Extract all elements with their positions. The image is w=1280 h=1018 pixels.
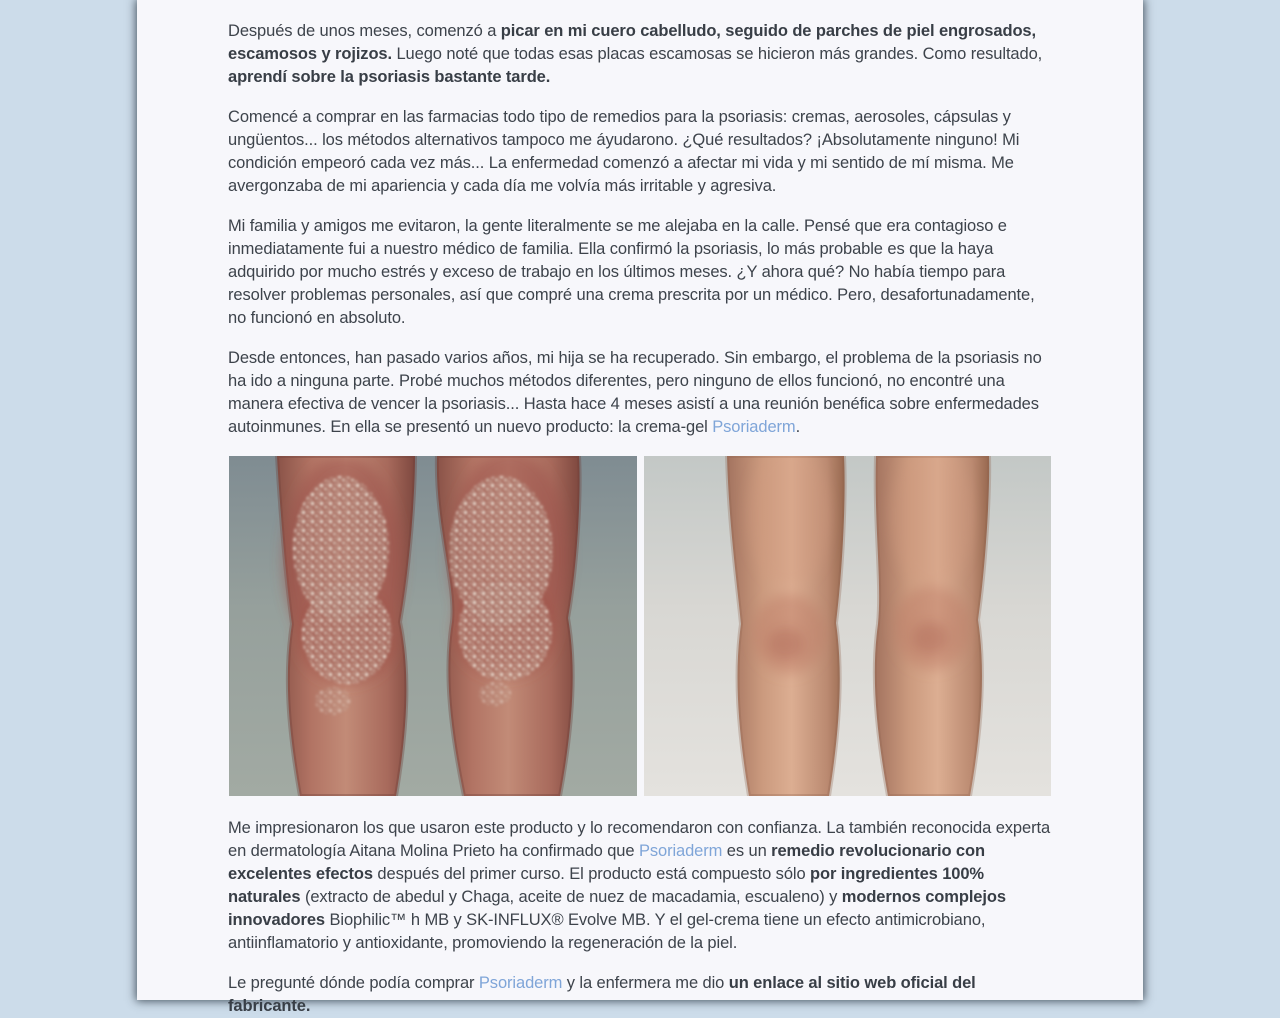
photo-after <box>644 456 1051 796</box>
text-run: Mi familia y amigos me evitaron, la gente literalmente se me alejaba en la calle. Pensé que era contagioso e inmediatamente fui a nuestro médico de familia. Ella confirmó la psoriasis, lo más probable es que la haya adquirido por mucho estrés y exceso de trabajo en los últimos meses. ¿Y ahora qué? No había tiempo para resolver problemas personales, así que compré una crema prescrita por un médico. Pero, desafortunadamente, no funcionó en absoluto. <box>228 217 1035 327</box>
text-run: es un <box>722 842 772 860</box>
paragraph <box>228 817 1052 955</box>
text-run: Después de unos meses, comenzó a <box>228 22 501 40</box>
paragraph <box>228 215 1052 330</box>
after-treatment-image <box>644 456 1051 796</box>
psoriaderm-link[interactable]: Psoriaderm <box>478 974 563 992</box>
text-run: Me impresionaron los que usaron este producto y lo recomendaron con confianza. La también reconocida experta en dermatología Aitana Molina Prieto ha confirmado que <box>228 819 1051 860</box>
text-run: . <box>795 418 801 436</box>
before-psoriasis-image <box>229 456 637 796</box>
article-bottom <box>228 817 1052 1018</box>
psoriaderm-link[interactable]: Psoriaderm <box>638 842 723 860</box>
bold-text-run: remedio revolucionario con excelentes efectos <box>228 842 985 883</box>
article-column <box>137 0 1143 1015</box>
text-run: Le pregunté dónde podía comprar <box>228 974 479 992</box>
photo-before <box>229 456 637 796</box>
bold-text-run: por ingredientes 100% naturales <box>228 865 985 906</box>
text-run: Biophilic™ h MB y SK-INFLUX® Evolve MB. Y el gel-crema tiene un efecto antimicrobiano, antiinflamatorio y antioxidante, promoviendo la regeneración de la piel. <box>228 911 986 952</box>
bold-text-run: aprendí sobre la psoriasis bastante tarde. <box>228 68 551 86</box>
text-run: Comencé a comprar en las farmacias todo tipo de remedios para la psoriasis: cremas, aerosoles, cápsulas y ungüentos... los métodos alternativos tampoco me áyudarono. ¿Qué resultados? ¡Absolutamente ninguno! Mi condición empeoró cada vez más... La enfermedad comenzó a afectar mi vida y mi sentido de mí misma. Me avergonzaba de mi apariencia y cada día me volvía más irritable y agresiva. <box>228 108 1020 195</box>
paragraph <box>228 106 1052 198</box>
text-run: (extracto de abedul y Chaga, aceite de nuez de macadamia, escualeno) y <box>300 888 842 906</box>
psoriaderm-link[interactable]: Psoriaderm <box>712 418 796 436</box>
before-after-photos <box>229 456 1052 796</box>
article-top <box>228 20 1052 439</box>
bold-text-run: un enlace al sitio web oficial del fabricante. <box>228 974 976 1015</box>
bold-text-run: picar en mi cuero cabelludo, seguido de parches de piel engrosados, escamosos y rojizos. <box>228 22 1036 63</box>
paragraph <box>228 20 1052 89</box>
paragraph <box>228 972 1052 1018</box>
bold-text-run: modernos complejos innovadores <box>228 888 1006 929</box>
paragraph <box>228 347 1052 439</box>
text-run: Desde entonces, han pasado varios años, mi hija se ha recuperado. Sin embargo, el problema de la psoriasis no ha ido a ninguna parte. Probé muchos métodos diferentes, pero ninguno de ellos funcionó, no encontré una manera efectiva de vencer la psoriasis... Hasta hace 4 meses asistí a una reunión benéfica sobre enfermedades autoinmunes. En ella se presentó un nuevo producto: la crema-gel <box>228 349 1042 436</box>
text-run: y la enfermera me dio <box>562 974 729 992</box>
text-run: Luego noté que todas esas placas escamosas se hicieron más grandes. Como resultado, <box>392 45 1043 63</box>
text-run: después del primer curso. El producto está compuesto sólo <box>372 865 811 883</box>
